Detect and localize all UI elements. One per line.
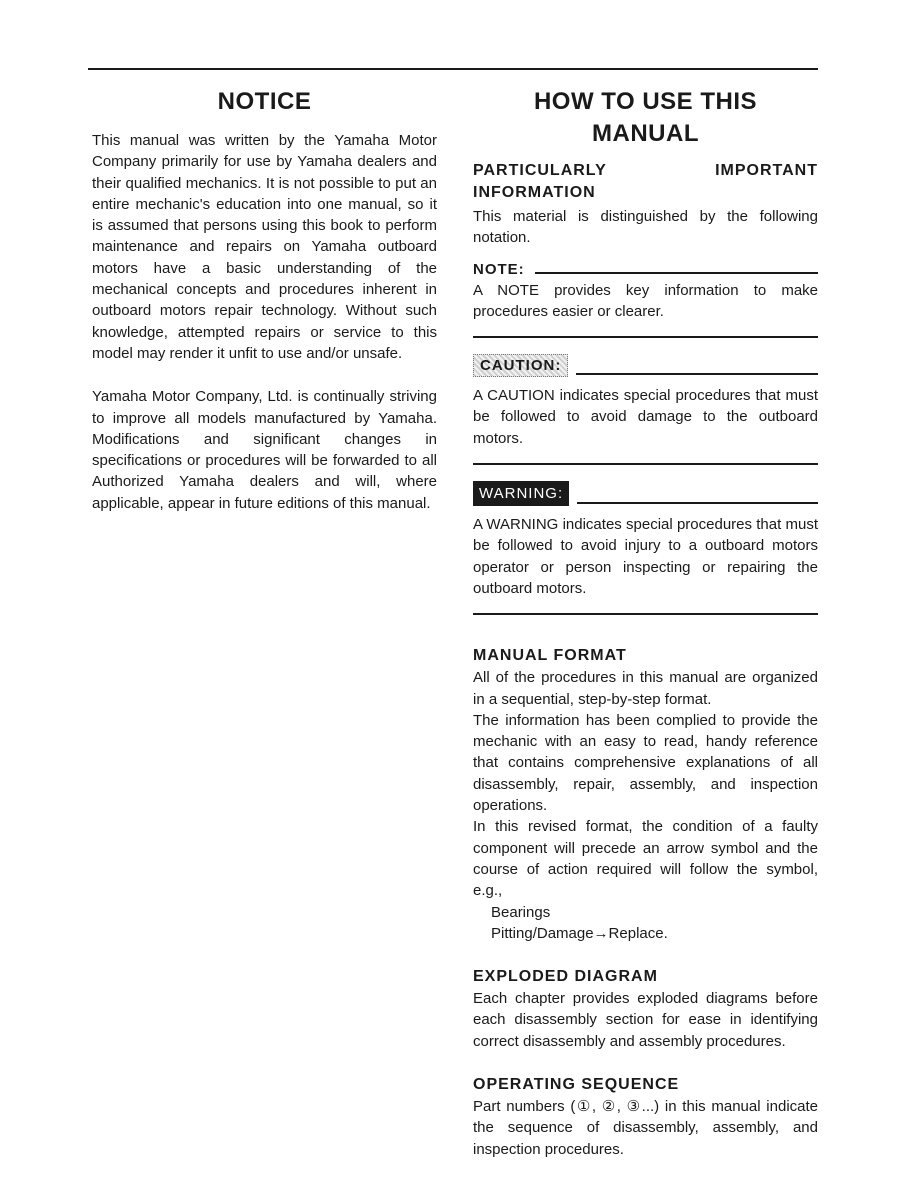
manual-format-heading: MANUAL FORMAT <box>473 647 627 665</box>
important-info-heading: PARTICULARLY IMPORTANT INFORMATION <box>473 162 818 201</box>
how-to-use-title-line1: HOW TO USE THIS <box>533 88 758 115</box>
format-example-action: Pitting/Damage→Replace. <box>491 924 668 942</box>
manual-format-paragraph-2: The information has been complied to provide the mechanic with an easy to read, handy reference that contains comprehensive explanations of all disassembly, repair, assembly, and inspection operations. <box>473 711 818 815</box>
exploded-diagram-heading: EXPLODED DIAGRAM <box>473 968 658 986</box>
warning-rule <box>577 502 818 504</box>
note-label: NOTE: <box>473 260 525 278</box>
important-info-intro: This material is distinguished by the following notation. <box>473 208 818 247</box>
exploded-diagram-text: Each chapter provides exploded diagrams before each disassembly section for ease in identifying correct disassembly and assembly procedures. <box>473 990 818 1050</box>
notice-column <box>92 80 437 514</box>
warning-label-row <box>473 481 818 506</box>
caution-label: CAUTION: <box>473 354 568 377</box>
note-text: A NOTE provides key information to make procedures easier or clearer. <box>473 281 818 320</box>
top-rule <box>88 68 818 70</box>
note-label-row <box>473 261 818 278</box>
note-rule <box>535 272 818 274</box>
manual-format-paragraph-1: All of the procedures in this manual are organized in a sequential, step-by-step format. <box>473 669 818 708</box>
caution-rule <box>576 373 818 375</box>
caution-end-rule <box>473 463 818 465</box>
notice-paragraph-1: This manual was written by the Yamaha Motor Company primarily for use by Yamaha dealers and their qualified mechanics. It is not possible to put an entire mechanic's education into one manual, so it is assumed that persons using this book to perform maintenance and repairs on Yamaha outboard motors have a basic understanding of the mechanical concepts and procedures inherent in outboard motors repair technology. Without such knowledge, attempted repairs or service to this model may render it unfit to use and/or unsafe. <box>92 132 437 362</box>
warning-text: A WARNING indicates special procedures that must be followed to avoid injury to a outboard motors operator or person inspecting or repairing the outboard motors. <box>473 516 818 597</box>
how-to-use-title <box>473 86 818 150</box>
operating-sequence-heading: OPERATING SEQUENCE <box>473 1076 680 1094</box>
caution-text: A CAUTION indicates special procedures that must be followed to avoid damage to the outboard motors. <box>473 387 818 447</box>
operating-sequence-text: Part numbers (①, ②, ③...) in this manual indicate the sequence of disassembly, assembly, and inspection procedures. <box>473 1098 818 1158</box>
how-to-use-title-line2: MANUAL <box>592 120 699 147</box>
how-to-use-column <box>473 80 818 1160</box>
note-end-rule <box>473 336 818 338</box>
notice-title: NOTICE <box>217 88 312 115</box>
manual-format-paragraph-3: In this revised format, the condition of a faulty component will precede an arrow symbol and the course of action required will follow the symbol, e.g., <box>473 818 818 900</box>
caution-label-row <box>473 354 818 377</box>
format-example-item: Bearings <box>491 903 551 921</box>
notice-paragraph-2: Yamaha Motor Company, Ltd. is continually striving to improve all models manufactured by Yamaha. Modifications and significant changes in specifications or procedures will be forwarded to all Authorized Yamaha dealers and will, where applicable, appear in future editions of this manual. <box>92 388 437 512</box>
warning-label: WARNING: <box>473 481 569 506</box>
